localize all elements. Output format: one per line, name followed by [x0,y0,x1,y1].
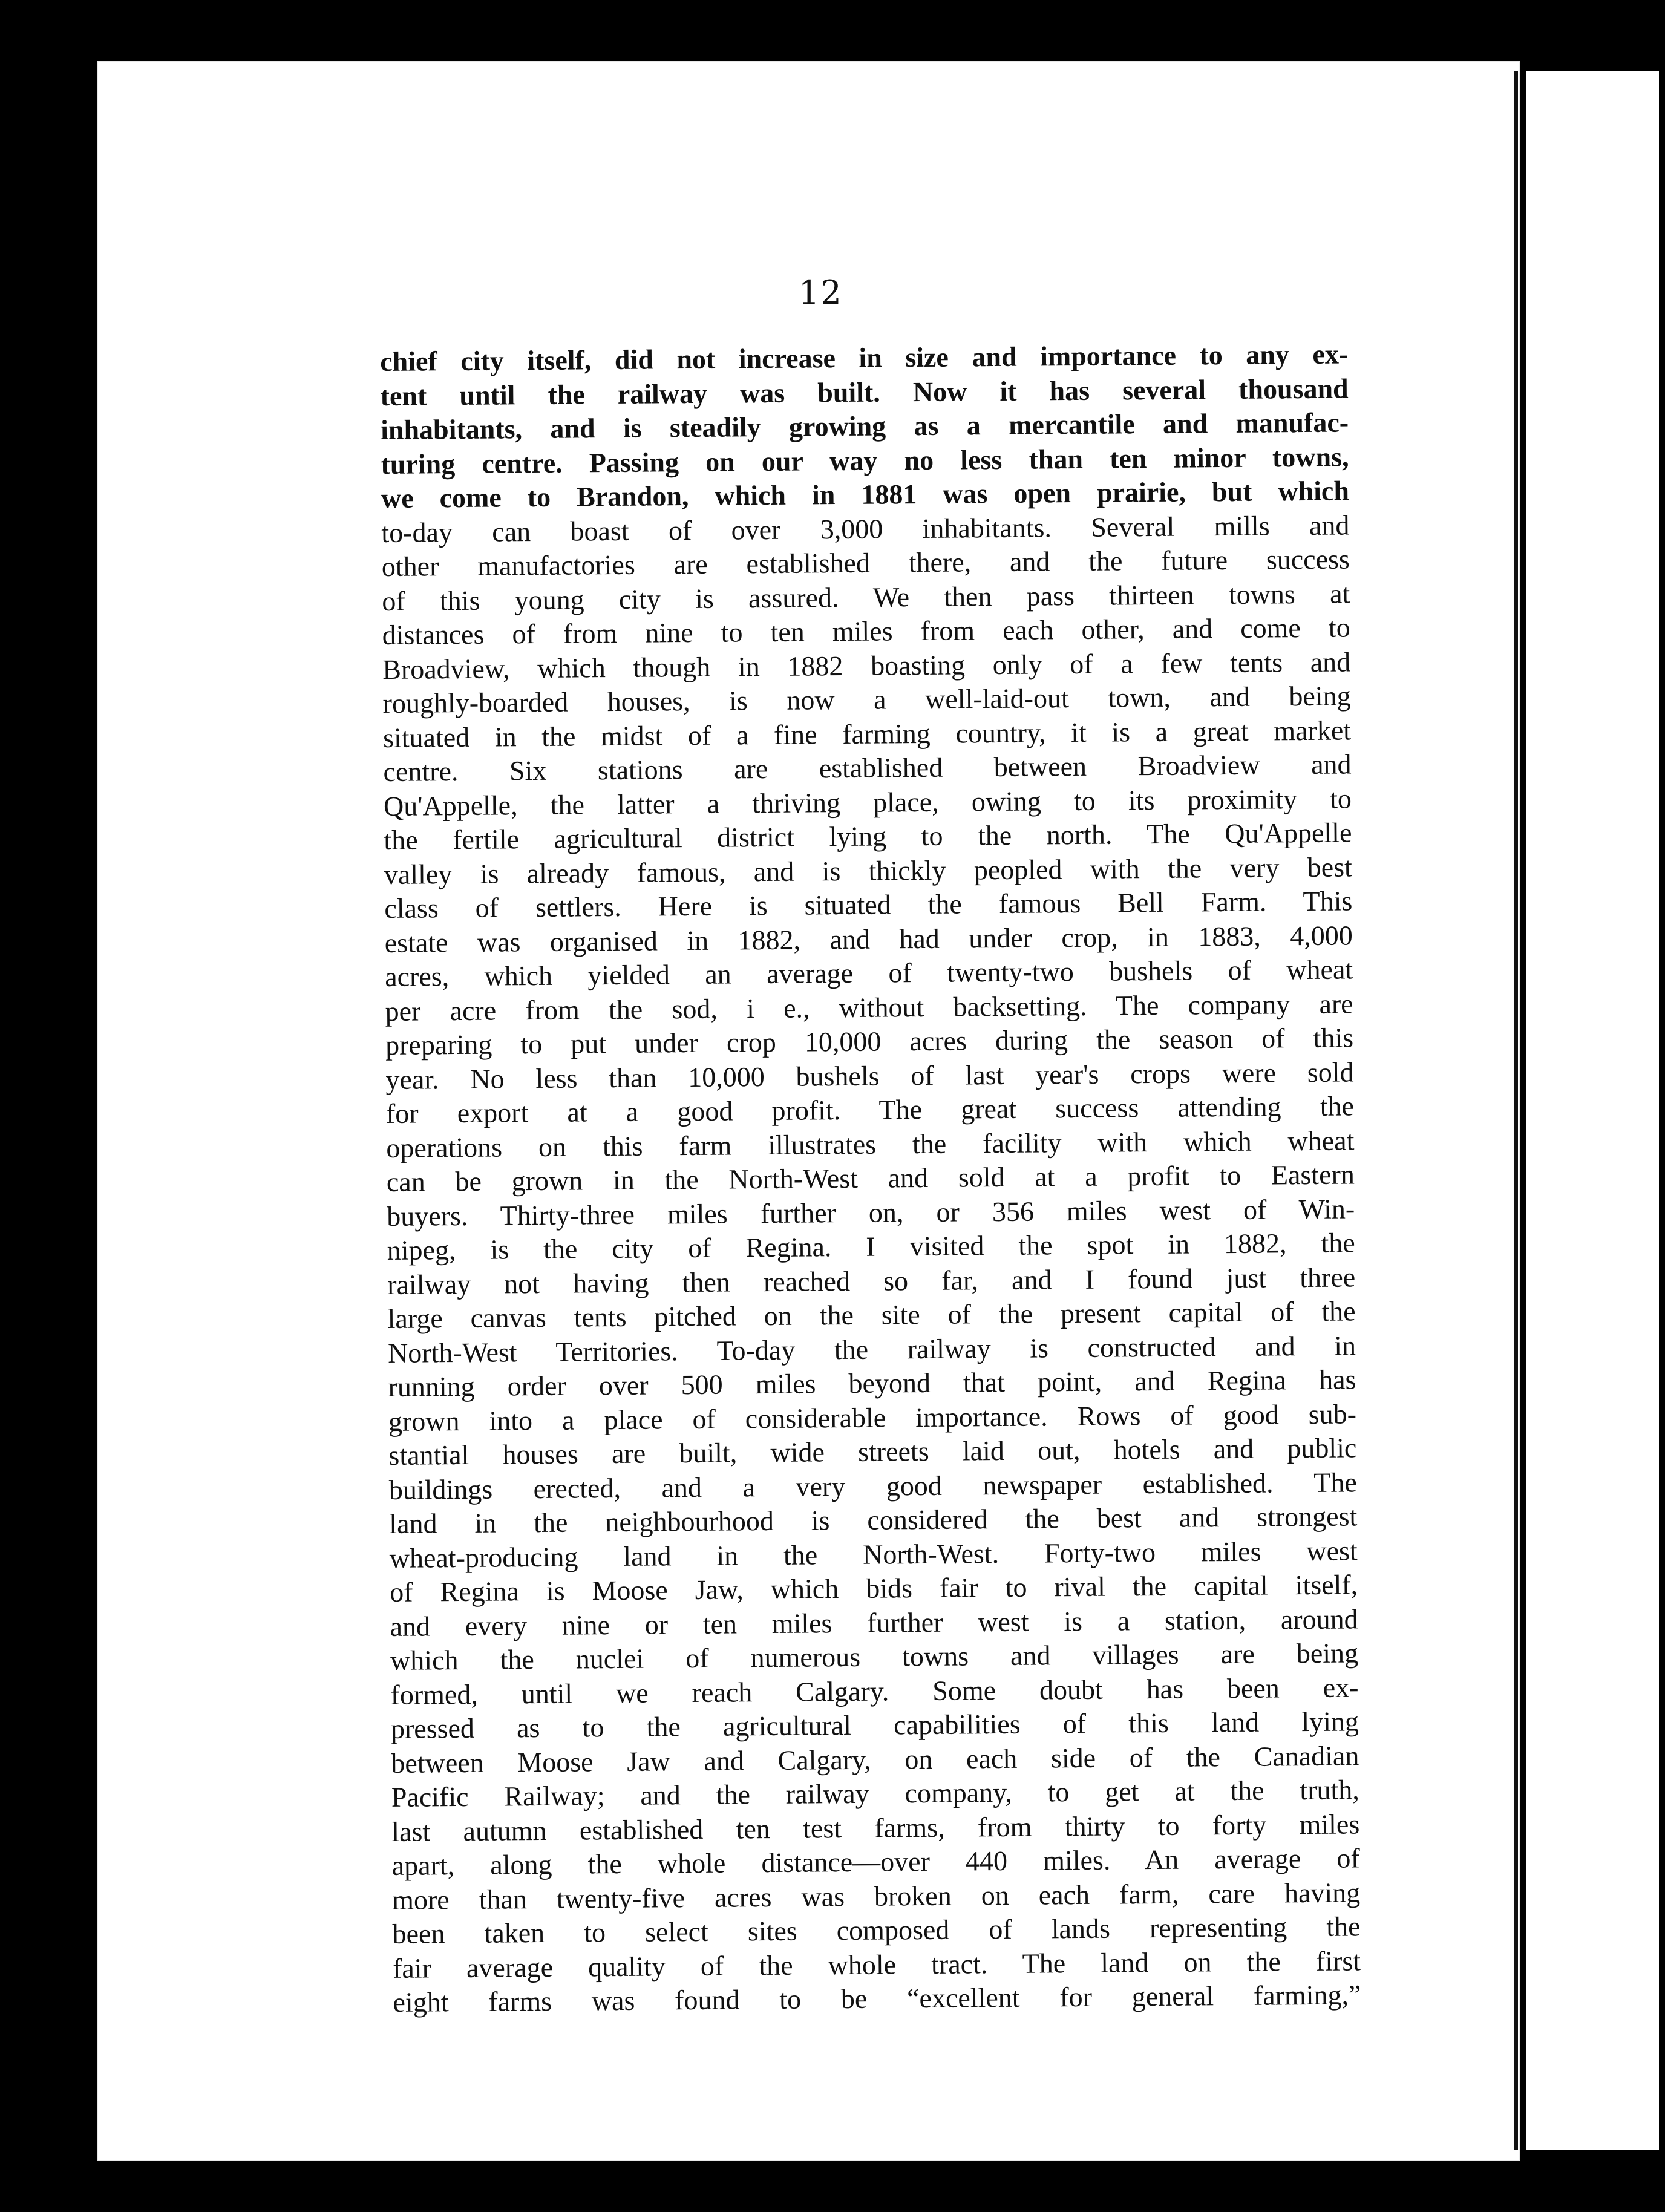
text-line: wheat-producing land in the North-West. Forty-two miles west [389,1534,1358,1574]
text-line: land in the neighbourhood is considered the best and strongest [389,1500,1358,1539]
text-line: we come to Brandon, which in 1881 was open prairie, but which [381,475,1350,514]
text-line: turing centre. Passing on our way no less than ten minor towns, [381,440,1349,480]
text-line: North-West Territories. To-day the railway is constructed and in [387,1329,1356,1369]
text-line: can be grown in the North-West and sold at a profit to Eastern [386,1159,1355,1197]
text-line: acres, which yielded an average of twenty-two bushels of wheat [385,954,1353,992]
text-line: per acre from the sod, i e., without backsetting. The company are [385,987,1353,1027]
text-line: grown into a place of considerable importance. Rows of good sub- [388,1398,1357,1437]
text-line: railway not having then reached so far, and I found just three [387,1261,1356,1300]
text-line: distances of from nine to ten miles from each other, and come to [382,612,1350,650]
text-line: the fertile agricultural district lying to the north. The Qu'Appelle [384,817,1352,856]
text-line: valley is already famous, and is thickly peopled with the very best [384,851,1353,890]
text-line: roughly-boarded houses, is now a well-laid-out town, and being [382,680,1351,719]
text-line: operations on this farm illustrates the facility with which wheat [386,1124,1355,1163]
text-line: situated in the midst of a fine farming country, it is a great market [382,714,1352,753]
text-line: Pacific Railway; and the railway company, to get at the truth, [391,1774,1360,1813]
text-line: Qu'Appelle, the latter a thriving place, owing to its proximity to [383,782,1352,822]
text-line: and every nine or ten miles further west is a station, around [390,1603,1358,1642]
text-line: preparing to put under crop 10,000 acres during the season of this [385,1022,1354,1061]
text-line: year. No less than 10,000 bushels of last year's crops were sold [385,1056,1354,1095]
text-line: other manufactories are established there, and the future success [381,543,1350,582]
text-line: Broadview, which though in 1882 boasting only of a few tents and [382,646,1351,685]
page-number: 12 [799,273,843,312]
text-line: centre. Six stations are established between Broadview and [383,748,1352,787]
text-line: which the nuclei of numerous towns and villages are being [390,1637,1359,1676]
adjacent-page-edge [1526,71,1659,2150]
text-line: pressed as to the agricultural capabilities of this land lying [390,1706,1359,1744]
text-line: of this young city is assured. We then pass thirteen towns at [382,577,1350,617]
text-line: last autumn established ten test farms, from thirty to forty miles [391,1808,1360,1847]
text-line: running order over 500 miles beyond that point, and Regina has [388,1364,1356,1402]
text-line: apart, along the whole distance—over 440 miles. An average of [391,1842,1360,1881]
text-line: tent until the railway was built. Now it has several thousand [380,372,1349,411]
page-gutter [1514,71,1518,2150]
text-line: class of settlers. Here is situated the famous Bell Farm. This [384,885,1353,924]
text-line: formed, until we reach Calgary. Some doubt has been ex- [390,1671,1359,1710]
text-line: eight farms was found to be “excellent for general farming,” [393,1979,1361,2018]
body-text [380,337,1361,2020]
text-line: buildings erected, and a very good newspaper established. The [388,1466,1358,1505]
text-line: of Regina is Moose Jaw, which bids fair to rival the capital itself, [389,1569,1358,1608]
text-line: stantial houses are built, wide streets laid out, hotels and public [388,1432,1357,1471]
text-line: for export at a good profit. The great success attending the [385,1090,1355,1129]
text-line: between Moose Jaw and Calgary, on each side of the Canadian [391,1739,1359,1779]
text-line: to-day can boast of over 3,000 inhabitants. Several mills and [381,509,1350,548]
text-line: more than twenty-five acres was broken on each farm, care having [391,1876,1361,1916]
text-line: inhabitants, and is steadily growing as a mercantile and manufac- [380,407,1349,445]
text-line: chief city itself, did not increase in size and importance to any ex- [380,338,1349,377]
text-line: large canvas tents pitched on the site of the present capital of the [387,1295,1356,1334]
text-line: fair average quality of the whole tract. The land on the first [392,1945,1361,1984]
text-line: been taken to select sites composed of lands representing the [392,1911,1361,1949]
text-line: nipeg, is the city of Regina. I visited the spot in 1882, the [387,1227,1355,1266]
text-line: estate was organised in 1882, and had under crop, in 1883, 4,000 [384,919,1353,958]
text-line: buyers. Thirty-three miles further on, or 356 miles west of Win- [387,1193,1355,1232]
